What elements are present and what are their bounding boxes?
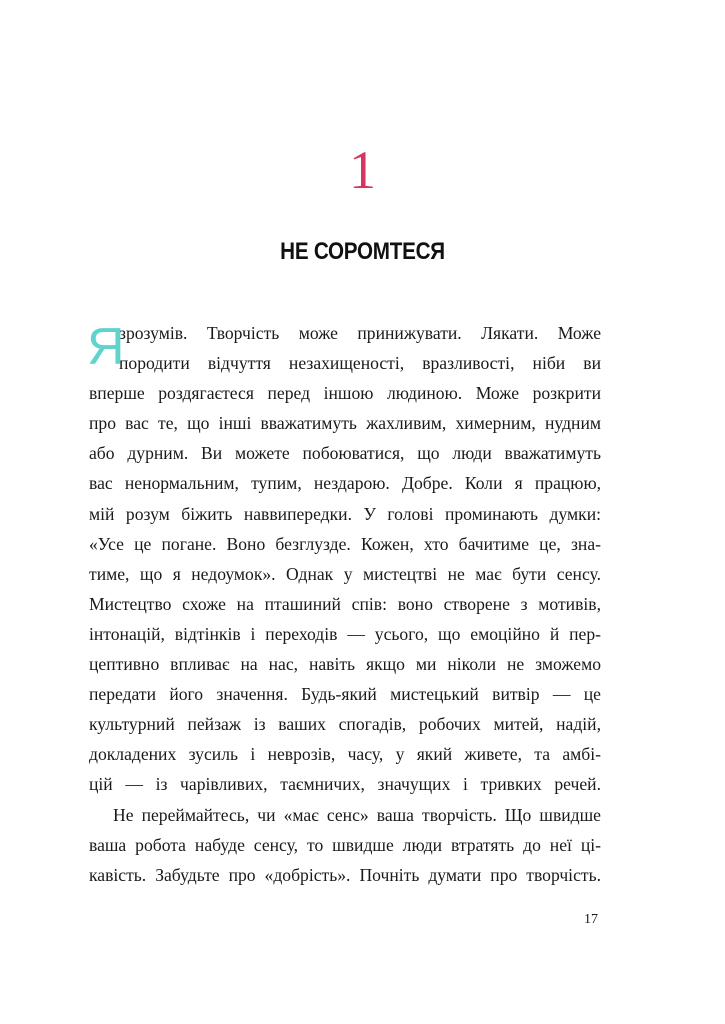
chapter-body (89, 318, 601, 890)
text-line: інтонацій, відтінків і переходів — усього, що емоційно й пер- (89, 623, 601, 644)
text-line: Мистецтво схоже на пташиний спів: воно створене з мотивів, (89, 593, 601, 614)
chapter-number: 1 (349, 140, 376, 200)
text-line: або дурним. Ви можете побоюватися, що люди вважатимуть (89, 443, 601, 464)
drop-cap: Я (87, 318, 125, 376)
text-line: кавість. Забудьте про «добрість». Почніть думати про творчість. (89, 864, 601, 885)
text-line: зрозумів. Творчість може принижувати. Лякати. Може (119, 323, 601, 343)
text-line: цій — із чарівливих, таємничих, значущих і тривких речей. (89, 774, 601, 795)
text-line: «Усе це погане. Воно безглузде. Кожен, хто бачитиме це, зна- (89, 533, 601, 554)
chapter-title: НЕ СОРОМТЕСЯ (280, 238, 445, 265)
text-line: про вас те, що інші вважатимуть жахливим, химерним, нудним (89, 413, 601, 434)
text-line: мій розум біжить наввипередки. У голові проминають думки: (89, 503, 601, 524)
text-line: вас ненормальним, тупим, нездарою. Добре. Коли я працюю, (89, 473, 601, 494)
text-line: цептивно впливає на нас, навіть якщо ми ніколи не зможемо (89, 654, 601, 675)
text-line: вперше роздягаєтеся перед іншою людиною. Може розкрити (89, 383, 601, 404)
text-line: ваша робота набуде сенсу, то швидше люди втратять до неї ці- (89, 834, 601, 855)
text-line: культурний пейзаж із ваших спогадів, робочих митей, надій, (89, 714, 601, 735)
text-line: Не переймайтесь, чи «має сенс» ваша творчість. Що швидше (113, 804, 601, 825)
text-line: породити відчуття незахищеності, вразливості, ніби ви (119, 353, 601, 374)
text-line: тиме, що я недоумок». Однак у мистецтві не має бути сенсу. (89, 563, 601, 584)
text-line: передати його значення. Будь-який мистецький витвір — це (89, 684, 601, 705)
page-number: 17 (584, 912, 598, 927)
text-line: докладених зусиль і неврозів, часу, у який живете, та амбі- (89, 744, 601, 765)
